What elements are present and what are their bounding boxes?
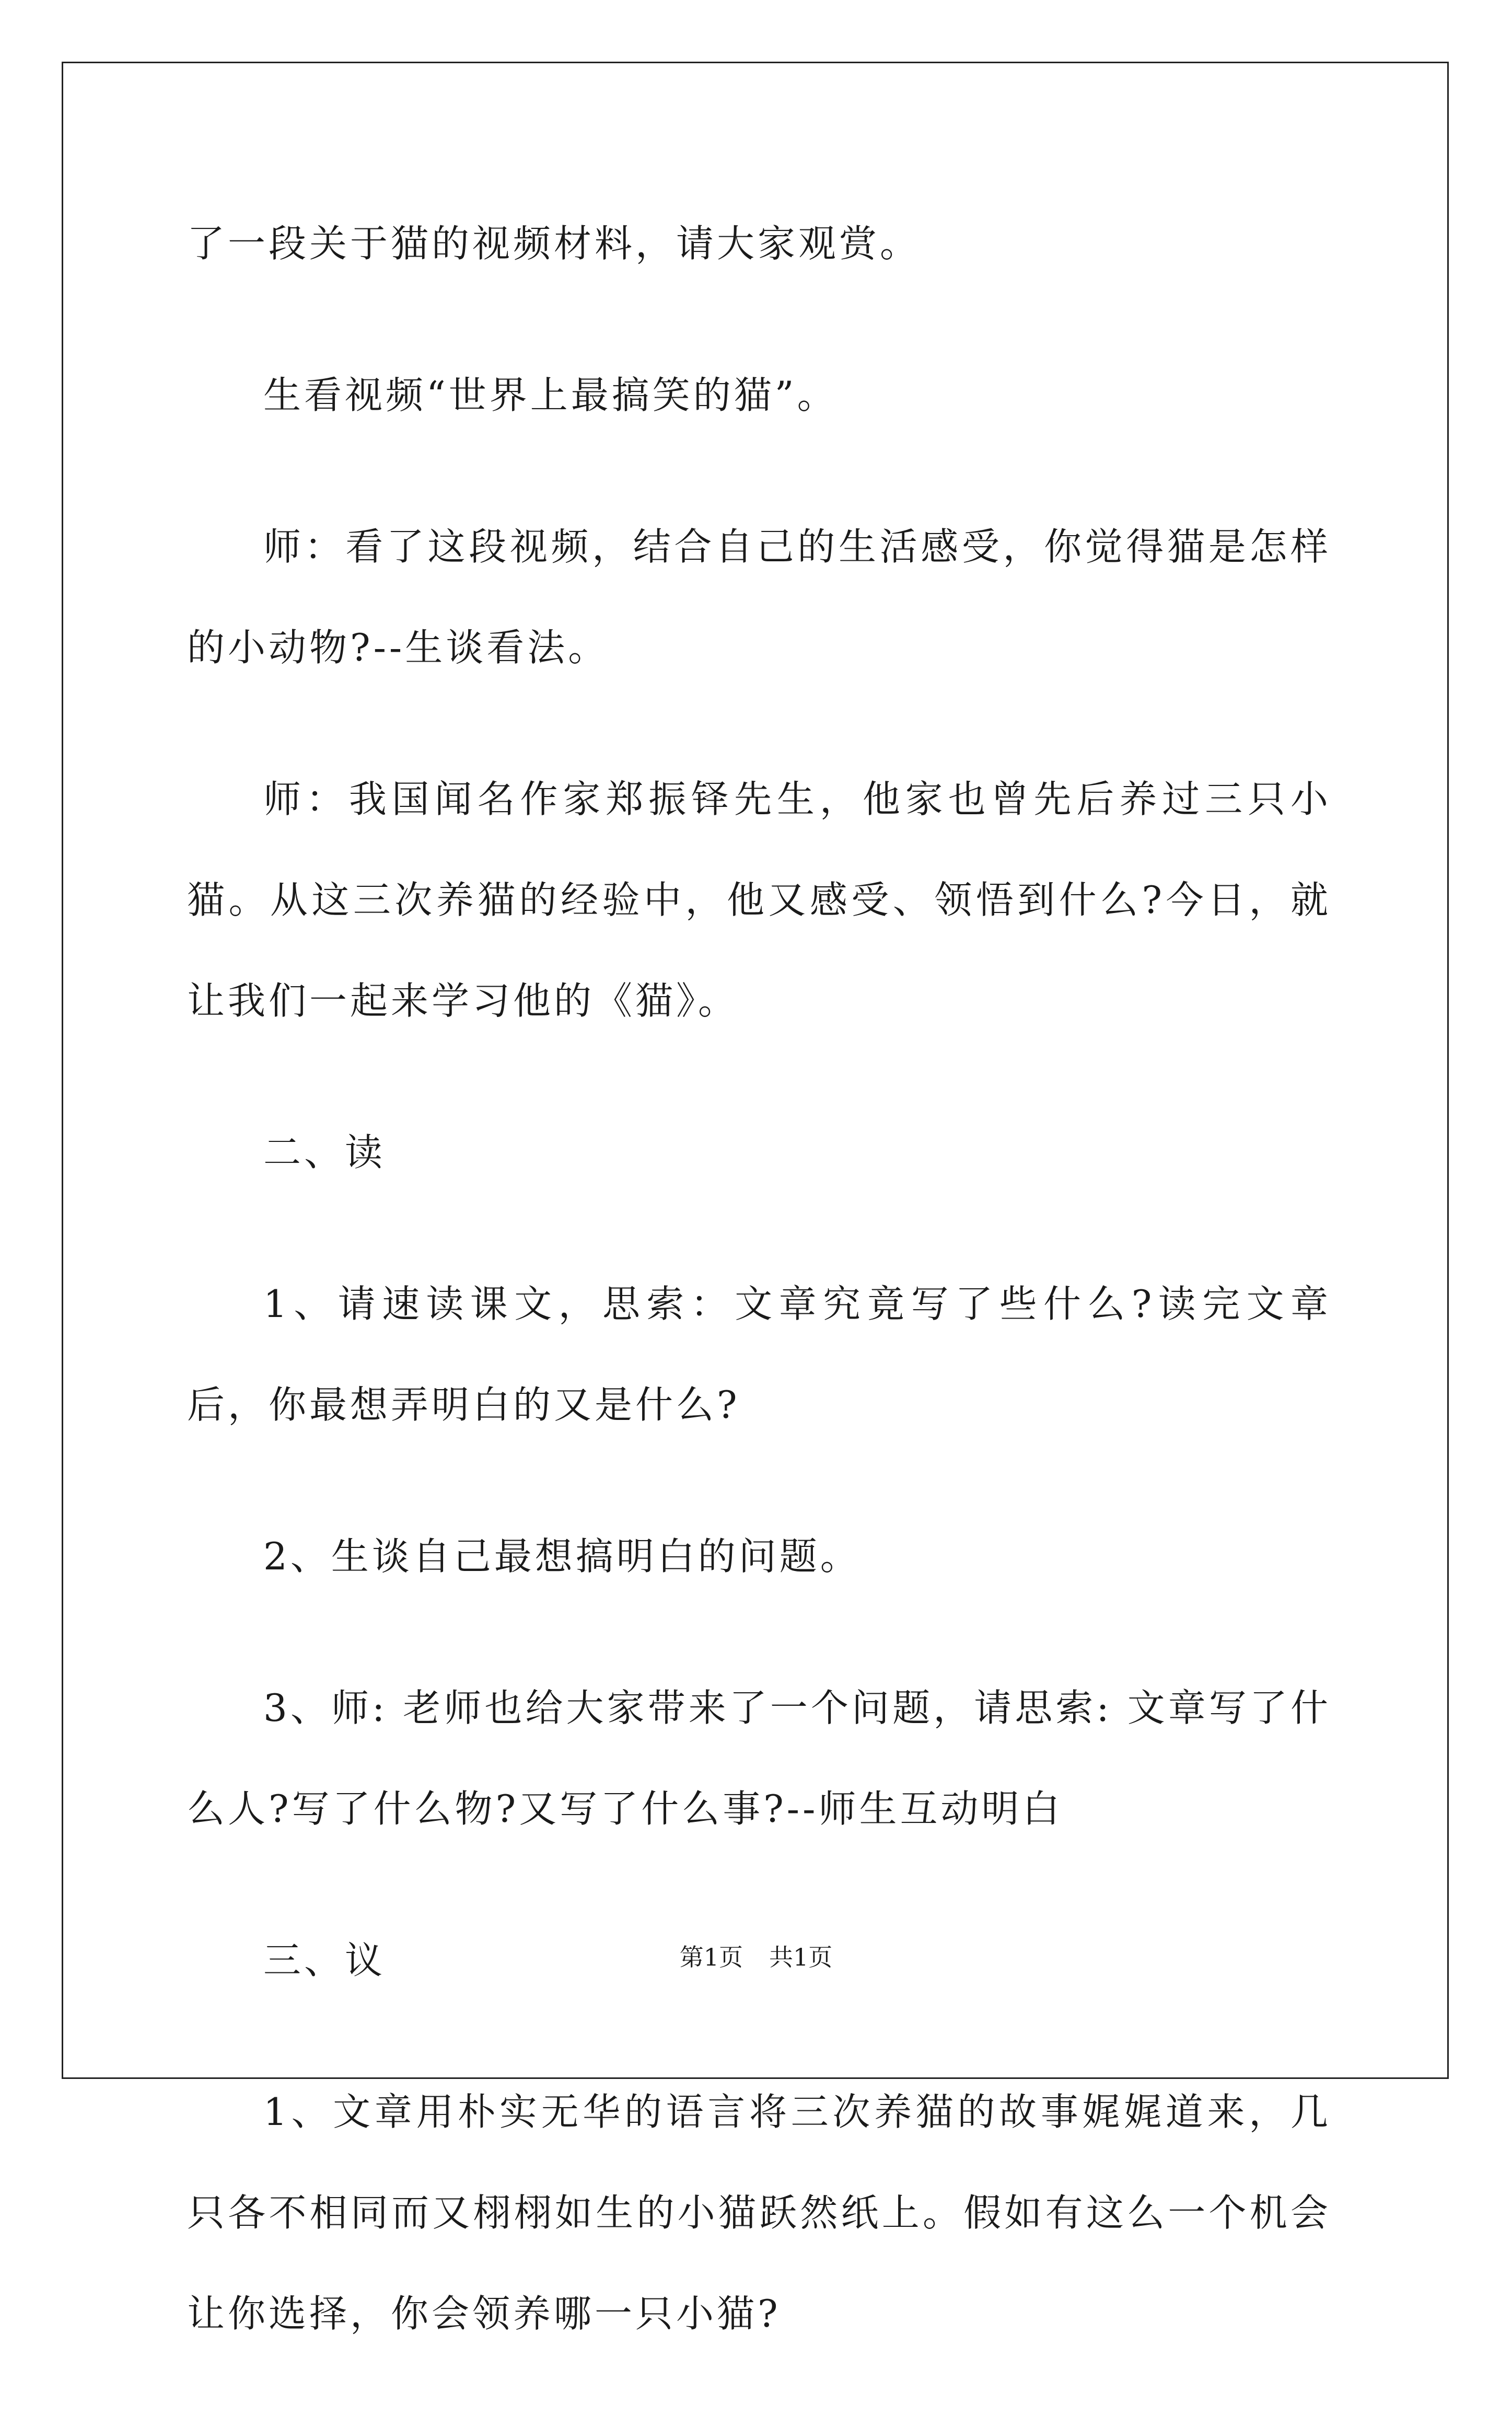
document-body [187,193,1331,2415]
paragraph: 1、请速读课文，思索：文章究竟写了些什么?读完文章后，你最想弄明白的又是什么? [187,1282,1331,1427]
page-number: 第1页 [679,1943,743,1971]
paragraph: 3、师: 老师也给大家带来了一个问题，请思索: 文章写了什么人?写了什么物?又写了什么事?--师生互动明白 [187,1686,1331,1831]
page-total: 共1页 [769,1943,833,1971]
paragraph: 师：看了这段视频，结合自己的生活感受，你觉得猫是怎样的小动物?--生谈看法。 [187,525,1331,669]
paragraph: 2、生谈自己最想搞明白的问题。 [263,1534,861,1578]
paragraph: 了一段关于猫的视频材料，请大家观赏。 [187,222,921,265]
paragraph: 师：我国闻名作家郑振铎先生，他家也曾先后养过三只小猫。从这三次养猫的经验中，他又感受、领悟到什么?今日，就让我们一起来学习他的《猫》。 [187,777,1331,1023]
page-footer [0,1942,1512,1973]
section-heading: 三、议 [263,1938,386,1982]
paragraph: 生看视频“世界上最搞笑的猫”。 [263,373,838,417]
section-heading: 二、读 [263,1130,386,1174]
paragraph: 1、文章用朴实无华的语言将三次养猫的故事娓娓道来，几只各不相同而又栩栩如生的小猫跃然纸上。假如有这么一个机会让你选择，你会领养哪一只小猫? [187,2090,1331,2336]
